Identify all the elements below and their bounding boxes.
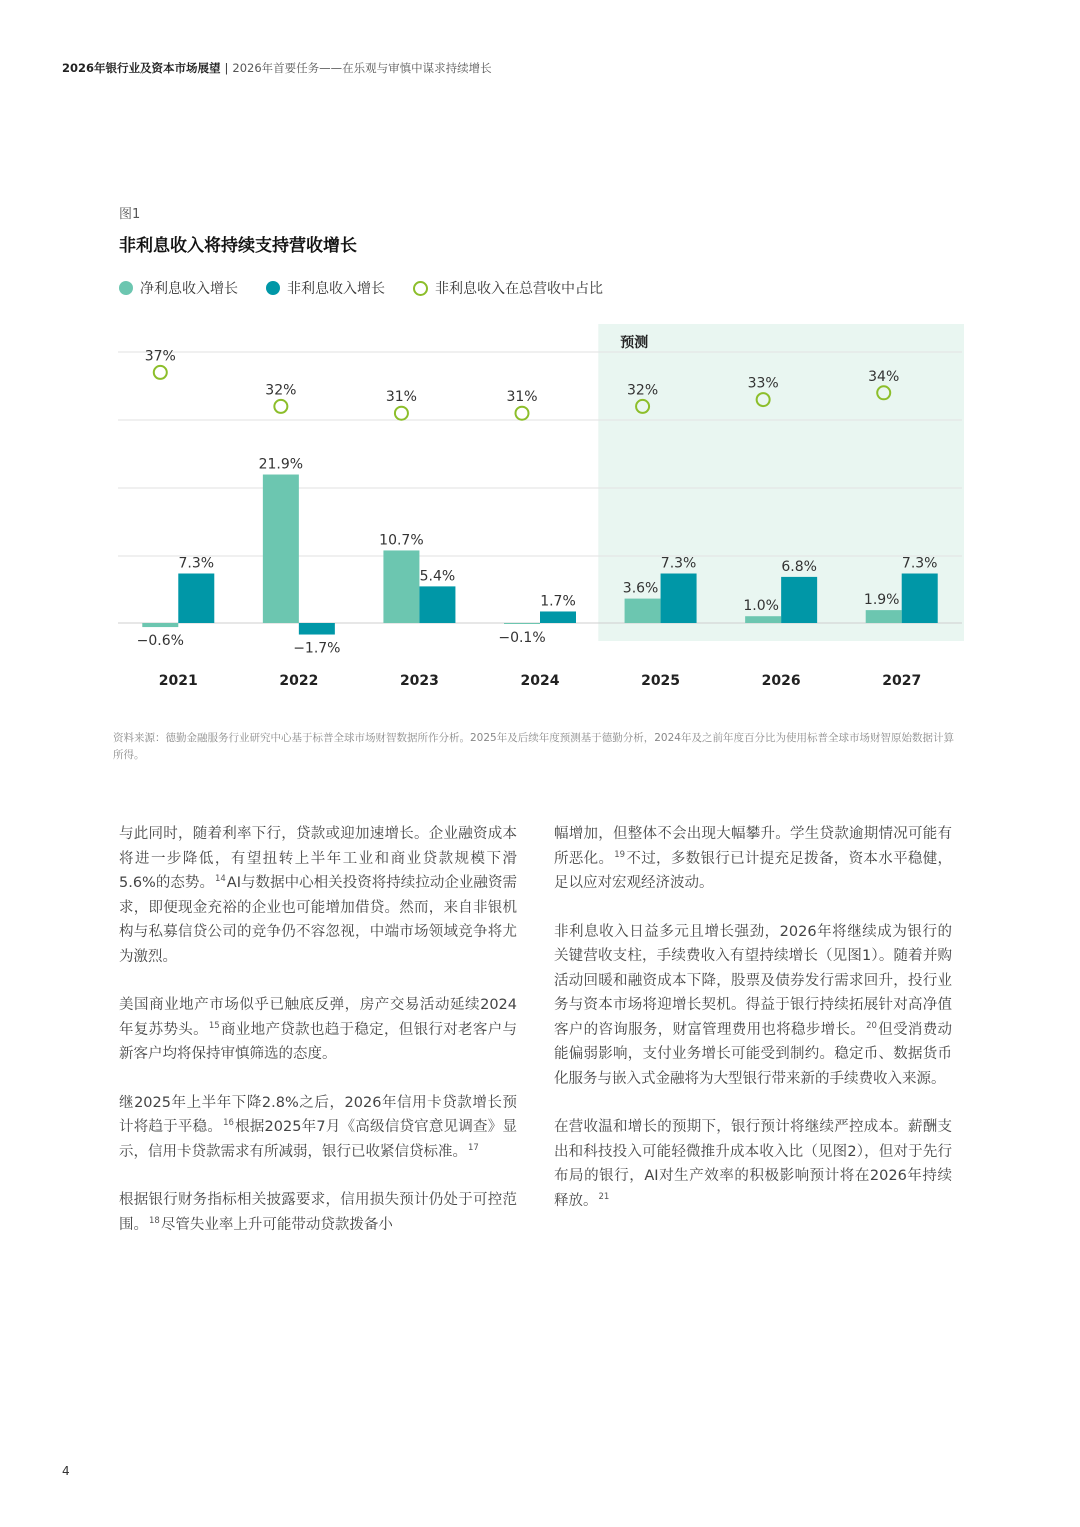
share-marker xyxy=(274,400,287,413)
net-interest-bar xyxy=(625,599,661,623)
paragraph-text: 不过，多数银行已计提充足拨备，资本水平稳健，足以应对宏观经济波动。 xyxy=(554,850,953,891)
footnote-ref: 15 xyxy=(208,1020,220,1031)
blue-dot-icon xyxy=(266,281,280,295)
data-label: 7.3% xyxy=(901,555,938,572)
legend-item-non-interest xyxy=(266,278,385,298)
footnote-ref: 21 xyxy=(598,1191,610,1202)
paragraph-text: 与此同时，随着利率下行，贷款或迎加速增长。企业融资成本将进一步降低，有望扭转上半年工业和商业贷款规模下滑5.6%的态势。 xyxy=(119,826,517,891)
running-header xyxy=(62,60,492,76)
forecast-label: 预测 xyxy=(620,335,649,351)
non-interest-bar xyxy=(299,623,335,635)
data-label: 6.8% xyxy=(781,558,817,575)
paragraph-text: 根据银行财务指标相关披露要求，信用损失预计仍处于可控范围。 xyxy=(119,1192,517,1233)
data-label: 1.9% xyxy=(863,592,900,609)
data-label: −1.7% xyxy=(293,640,341,657)
data-label: 3.6% xyxy=(622,580,659,597)
figure-title: 非利息收入将持续支持营收增长 xyxy=(119,236,357,256)
legend-item-share xyxy=(413,278,603,298)
non-interest-bar xyxy=(540,611,576,623)
share-marker xyxy=(395,407,408,420)
paragraph-text: 非利息收入日益多元且增长强劲，2026年将继续成为银行的关键营收支柱，手续费收入有望持续增长（见图1）。随着并购活动回暖和融资成本下降，股票及债券发行需求回升，投行业务与资本市场将迎增长契机。得益于银行持续拓展针对高净值客户的咨询服务，财富管理费用也将稳步增长。 xyxy=(554,923,952,1038)
data-label: 10.7% xyxy=(379,532,424,549)
x-tick-label: 2021 xyxy=(158,673,198,689)
legend-item-net-interest xyxy=(119,278,238,298)
x-tick-label: 2026 xyxy=(761,673,801,689)
data-label: 5.4% xyxy=(419,568,456,585)
legend-label: 非利息收入增长 xyxy=(287,281,385,297)
paragraph-text: 商业地产贷款也趋于稳定，但银行对老客户与新客户均将保持审慎筛选的态度。 xyxy=(119,1021,518,1062)
body-paragraph xyxy=(554,822,952,896)
body-paragraph xyxy=(119,1091,517,1165)
chart-legend xyxy=(119,278,631,298)
footnote-ref: 18 xyxy=(149,1215,160,1226)
share-label: 33% xyxy=(747,375,779,392)
x-tick-label: 2027 xyxy=(882,673,922,689)
data-label: 21.9% xyxy=(258,456,304,473)
footnote-ref: 19 xyxy=(614,849,626,860)
report-title: 2026年银行业及资本市场展望 xyxy=(62,61,221,75)
section-title: 2026年首要任务——在乐观与审慎中谋求持续增长 xyxy=(232,61,492,75)
source-note: 资料来源：德勤金融服务行业研究中心基于标普全球市场财智数据所作分析。2025年及后续年度预测基于德勤分析，2024年及之前年度百分比为使用标普全球市场财智原始数据计算所得。 xyxy=(113,732,954,761)
share-label: 32% xyxy=(265,382,297,399)
share-marker xyxy=(154,366,167,379)
footnote-ref: 17 xyxy=(468,1142,479,1153)
x-tick-label: 2022 xyxy=(279,673,319,689)
x-tick-label: 2025 xyxy=(641,673,681,689)
share-label: 31% xyxy=(385,389,417,406)
legend-label: 净利息收入增长 xyxy=(140,281,238,297)
net-interest-bar xyxy=(142,623,178,627)
non-interest-bar xyxy=(178,574,214,623)
data-label: 1.7% xyxy=(540,593,576,610)
net-interest-bar xyxy=(866,610,902,623)
paragraph-text: 继2025年上半年下降2.8%之后，2026年信用卡贷款增长预计将趋于平稳。 xyxy=(119,1094,517,1135)
body-paragraph xyxy=(554,1115,952,1213)
green-ring-icon xyxy=(413,281,428,296)
footnote-ref: 16 xyxy=(223,1118,234,1129)
body-paragraph xyxy=(119,993,517,1067)
share-marker xyxy=(516,407,529,420)
bar-chart xyxy=(112,320,972,700)
x-tick-label: 2024 xyxy=(520,673,560,689)
page-number: 4 xyxy=(62,1464,70,1478)
legend-label: 非利息收入在总营收中占比 xyxy=(435,281,603,297)
data-label: −0.1% xyxy=(498,630,546,646)
figure-label: 图1 xyxy=(119,207,141,222)
non-interest-bar xyxy=(661,574,697,623)
body-paragraph xyxy=(119,1188,517,1237)
body-paragraph xyxy=(119,822,517,969)
paragraph-text: 在营收温和增长的预期下，银行预计将继续严控成本。薪酬支出和科技投入可能轻微推升成本收入比（见图2），但对于先行布局的银行，AI对生产效率的积极影响预计将在2026年持续释放。 xyxy=(554,1119,952,1209)
share-label: 37% xyxy=(144,348,176,365)
body-column-right xyxy=(554,822,952,1237)
paragraph-text: 幅增加，但整体不会出现大幅攀升。学生贷款逾期情况可能有所恶化。 xyxy=(554,826,952,867)
paragraph-text: 但受消费动能偏弱影响，支付业务增长可能受到制约。稳定币、数据货币化服务与嵌入式金融将为大型银行带来新的手续费收入来源。 xyxy=(554,1021,953,1087)
share-label: 34% xyxy=(868,368,900,385)
footnote-ref: 14 xyxy=(214,874,226,885)
non-interest-bar xyxy=(419,586,455,623)
net-interest-bar xyxy=(745,616,781,623)
net-interest-bar xyxy=(383,550,419,623)
data-label: −0.6% xyxy=(136,633,184,650)
non-interest-bar xyxy=(902,574,938,623)
net-interest-bar xyxy=(504,623,540,624)
net-interest-bar xyxy=(263,475,299,623)
header-separator: | xyxy=(224,61,229,75)
paragraph-text: 根据2025年7月《高级信贷官意见调查》显示，信用卡贷款需求有所减弱，银行已收紧信贷标准。 xyxy=(119,1119,517,1160)
data-label: 1.0% xyxy=(743,598,779,615)
share-label: 31% xyxy=(506,389,538,406)
data-label: 7.3% xyxy=(660,555,697,572)
x-tick-label: 2023 xyxy=(399,673,439,689)
body-paragraph xyxy=(554,920,952,1092)
paragraph-text: 尽管失业率上升可能带动贷款拨备小 xyxy=(160,1216,393,1233)
teal-dot-icon xyxy=(119,281,133,295)
paragraph-text: 美国商业地产市场似乎已触底反弹，房产交易活动延续2024年复苏势头。 xyxy=(119,997,517,1038)
paragraph-text: AI与数据中心相关投资将持续拉动企业融资需求，即便现金充裕的企业也可能增加借贷。然而，来自非银机构与私募信贷公司的竞争仍不容忽视，中端市场领域竞争将尤为激烈。 xyxy=(119,875,517,965)
body-column-left xyxy=(119,822,517,1261)
share-label: 32% xyxy=(627,382,659,399)
data-label: 7.3% xyxy=(178,555,215,572)
non-interest-bar xyxy=(781,577,817,623)
footnote-ref: 20 xyxy=(866,1020,877,1031)
